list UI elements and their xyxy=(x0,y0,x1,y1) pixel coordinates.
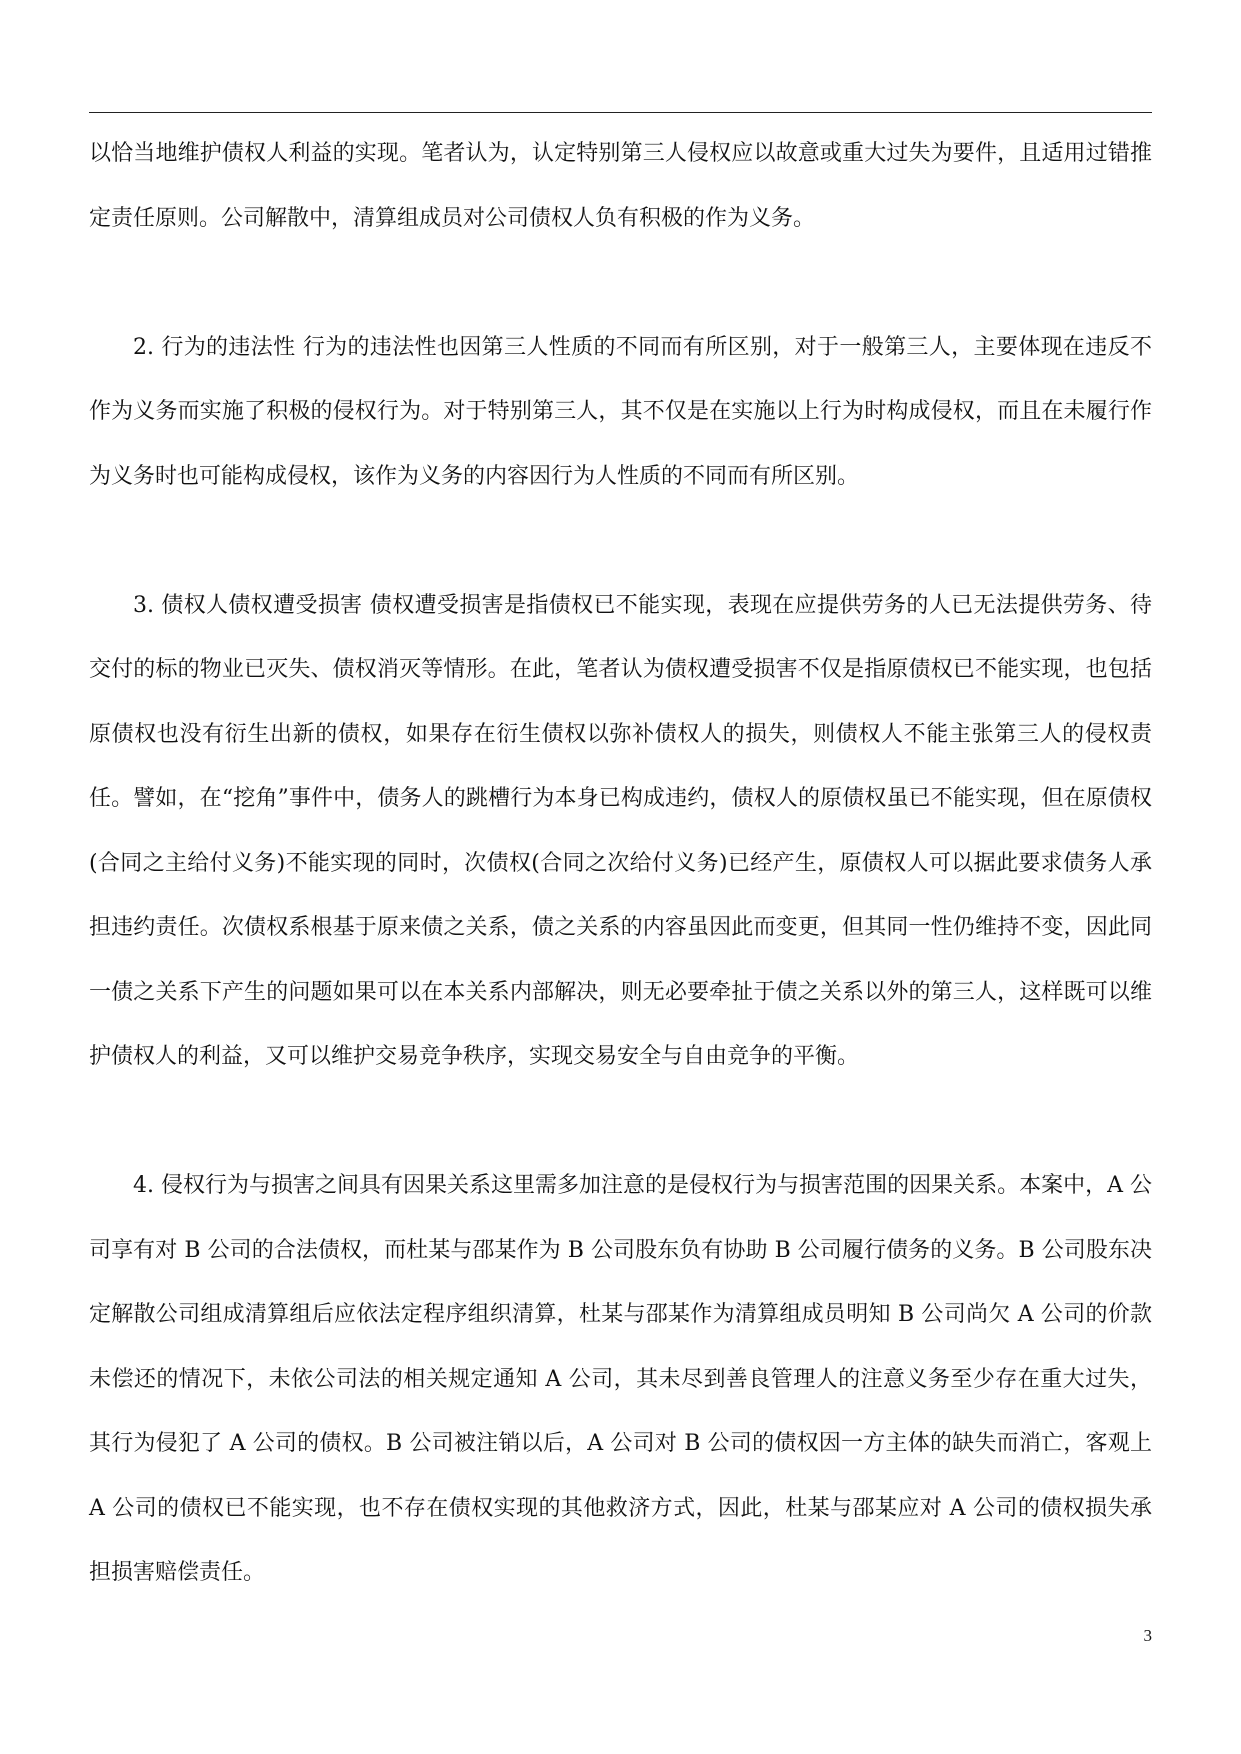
header-rule xyxy=(89,112,1152,113)
page-number: 3 xyxy=(1143,1626,1152,1645)
paragraph-causation: 4. 侵权行为与损害之间具有因果关系这里需多加注意的是侵权行为与损害范围的因果关系。本案中，A 公司享有对 B 公司的合法债权，而杜某与邵某作为 B 公司股东负有协助 B 公司履行债务的义务。B 公司股东决定解散公司组成清算组后应依法定程序组织清算，杜某与邵某作为清算组成员明知 B 公司尚欠 A 公司的价款未偿还的情况下，未依公司法的相关规定通知 A 公司，其未尽到善良管理人的注意义务至少存在重大过失，其行为侵犯了 A 公司的债权。B 公司被注销以后，A 公司对 B 公司的债权因一方主体的缺失而消亡，客观上 A 公司的债权已不能实现，也不存在债权实现的其他救济方式，因此，杜某与邵某应对 A 公司的债权损失承担损害赔偿责任。 xyxy=(89,1173,1152,1585)
paragraph-gap xyxy=(89,1090,1152,1155)
paragraph-illegality: 2. 行为的违法性 行为的违法性也因第三人性质的不同而有所区别，对于一般第三人，主要体现在违反不作为义务而实施了积极的侵权行为。对于特别第三人，其不仅是在实施以上行为时构成侵权，而且在未履行作为义务时也可能构成侵权，该作为义务的内容因行为人性质的不同而有所区别。 xyxy=(89,334,1152,489)
paragraph-gap xyxy=(89,251,1152,316)
body-text xyxy=(89,122,1152,1606)
paragraph-gap xyxy=(89,509,1152,574)
paragraph-damage: 3. 债权人债权遭受损害 债权遭受损害是指债权已不能实现，表现在应提供劳务的人已无法提供劳务、待交付的标的物业已灭失、债权消灭等情形。在此，笔者认为债权遭受损害不仅是指原债权已不能实现，也包括原债权也没有衍生出新的债权，如果存在衍生债权以弥补债权人的损失，则债权人不能主张第三人的侵权责任。譬如，在“挖角”事件中，债务人的跳槽行为本身已构成违约，债权人的原债权虽已不能实现，但在原债权(合同之主给付义务)不能实现的同时，次债权(合同之次给付义务)已经产生，原债权人可以据此要求债务人承担违约责任。次债权系根基于原来债之关系，债之关系的内容虽因此而变更，但其同一性仍维持不变，因此同一债之关系下产生的问题如果可以在本关系内部解决，则无必要牵扯于债之关系以外的第三人，这样既可以维护债权人的利益，又可以维护交易竞争秩序，实现交易安全与自由竞争的平衡。 xyxy=(89,592,1152,1069)
paragraph-continuation: 以恰当地维护债权人利益的实现。笔者认为，认定特别第三人侵权应以故意或重大过失为要件，且适用过错推定责任原则。公司解散中，清算组成员对公司债权人负有积极的作为义务。 xyxy=(89,141,1152,231)
